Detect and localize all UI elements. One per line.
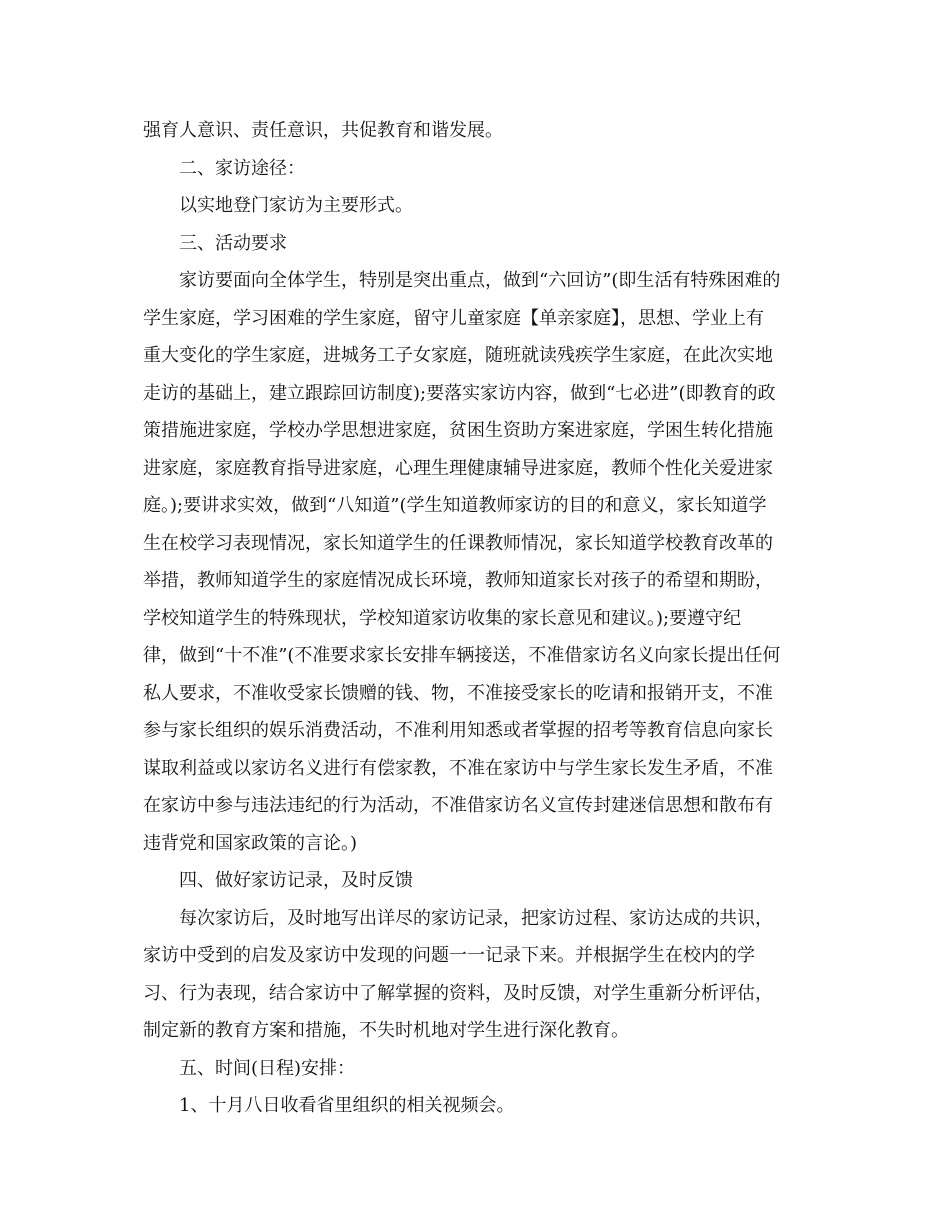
text-line: 庭。);要讲求实效，做到“八知道”(学生知道教师家访的目的和意义，家长知道学: [143, 495, 767, 516]
section-heading-records: 四、做好家访记录，及时反馈: [179, 870, 413, 891]
text-line: 以实地登门家访为主要形式。: [179, 195, 413, 216]
section-heading-visit-method: 二、家访途径：: [179, 157, 305, 179]
text-line: 私人要求，不准收受家长馈赠的钱、物，不准接受家长的吃请和报销开支，不准: [143, 682, 773, 704]
text-line: 每次家访后，及时地写出详尽的家访记录，把家访过程、家访达成的共识，: [179, 907, 773, 929]
text-line: 律，做到“十不准”(不准要求家长安排车辆接送，不准借家访名义向家长提出任何: [143, 645, 781, 666]
text-line: 在家访中参与违法违纪的行为活动，不准借家访名义宣传封建迷信思想和散布有: [143, 795, 773, 816]
text-line: 举措，教师知道学生的家庭情况成长环境，教师知道家长对孩子的希望和期盼，: [143, 570, 773, 591]
text-line: 走访的基础上，建立跟踪回访制度);要落实家访内容，做到“七必进”(即教育的政: [143, 382, 776, 404]
text-line: 学生家庭，学习困难的学生家庭，留守儿童家庭【单亲家庭】，思想、学业上有: [143, 307, 764, 329]
text-line: 参与家长组织的娱乐消费活动，不准利用知悉或者掌握的招考等教育信息向家长: [143, 720, 773, 741]
text-line: 生在校学习表现情况，家长知道学生的任课教师情况，家长知道学校教育改革的: [143, 532, 773, 554]
text-line: 学校知道学生的特殊现状，学校知道家访收集的家长意见和建议。);要遵守纪: [143, 607, 742, 629]
text-line: 策措施进家庭，学校办学思想进家庭，贫困生资助方案进家庭，学困生转化措施: [143, 420, 773, 441]
text-line: 制定新的教育方案和措施，不失时机地对学生进行深化教育。: [143, 1020, 629, 1041]
text-line: 家访中受到的启发及家访中发现的问题一一记录下来。并根据学生在校内的学: [143, 945, 755, 966]
document-body: [143, 112, 808, 1125]
text-line: 重大变化的学生家庭，进城务工子女家庭，随班就读残疾学生家庭，在此次实地: [143, 345, 773, 366]
text-line: 习、行为表现，结合家访中了解掌握的资料，及时反馈，对学生重新分析评估，: [143, 982, 773, 1004]
text-line: 强育人意识、责任意识，共促教育和谐发展。: [143, 120, 503, 141]
text-line: 进家庭，家庭教育指导进家庭，心理生理健康辅导进家庭，教师个性化关爱进家: [143, 457, 773, 479]
section-heading-schedule: 五、时间(日程)安排：: [179, 1057, 356, 1079]
text-line: 家访要面向全体学生，特别是突出重点，做到“六回访”(即生活有特殊困难的: [179, 270, 781, 291]
section-heading-requirements: 三、活动要求: [179, 232, 287, 254]
schedule-item: 1、十月八日收看省里组织的相关视频会。: [179, 1095, 515, 1116]
text-line: 违背党和国家政策的言论。): [143, 832, 358, 854]
text-line: 谋取利益或以家访名义进行有偿家教，不准在家访中与学生家长发生矛盾，不准: [143, 757, 773, 779]
